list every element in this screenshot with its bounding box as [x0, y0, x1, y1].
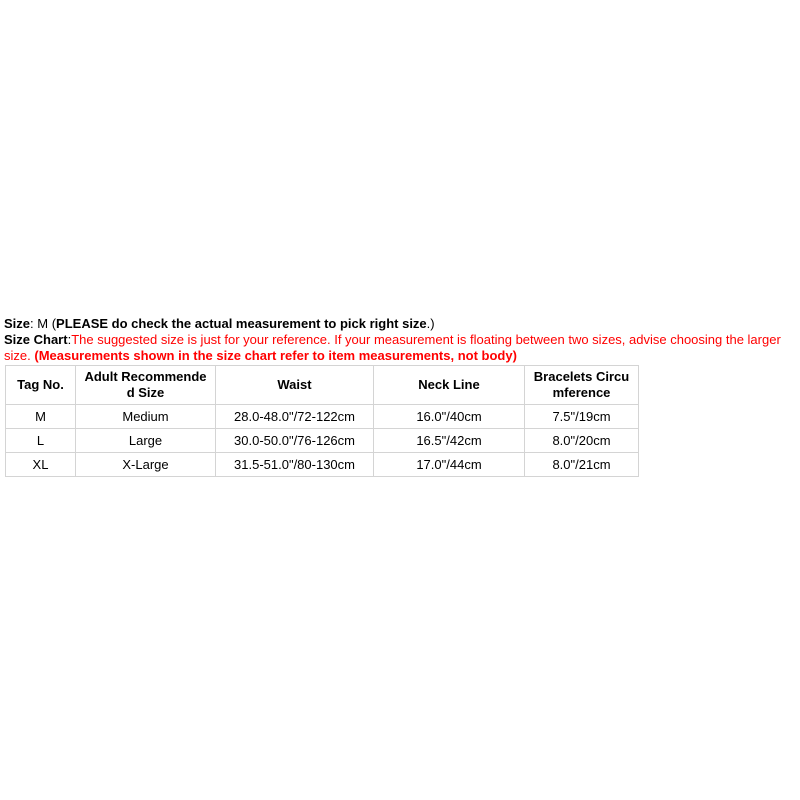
cell-bracelet: 8.0"/20cm	[525, 429, 639, 453]
cell-neck-line: 16.5"/42cm	[374, 429, 525, 453]
table-row	[6, 453, 639, 477]
header-tag-no: Tag No.	[6, 366, 76, 405]
size-info-block	[4, 316, 800, 477]
size-value: M	[37, 316, 49, 331]
cell-adult-size: Large	[76, 429, 216, 453]
size-chart-table	[5, 365, 639, 477]
cell-waist: 30.0-50.0"/76-126cm	[216, 429, 374, 453]
size-label: Size	[4, 316, 31, 331]
table-row	[6, 405, 639, 429]
header-bracelets-circumference: Bracelets Circu mference	[525, 366, 639, 405]
size-chart-text-part1: The suggested size is just for your reference. If your measurement is floating between two sizes, advise choosing the larger	[71, 332, 781, 347]
cell-tag-no: XL	[6, 453, 76, 477]
size-chart-text-part2: size.	[4, 348, 31, 363]
cell-adult-size: X-Large	[76, 453, 216, 477]
size-chart-colon: :	[67, 332, 72, 347]
cell-adult-size: Medium	[76, 405, 216, 429]
cell-bracelet: 7.5"/19cm	[525, 405, 639, 429]
size-chart-label: Size Chart	[4, 332, 68, 347]
size-line	[4, 316, 800, 332]
header-adult-recommended-size: Adult Recommende d Size	[76, 366, 216, 405]
size-colon: :	[30, 316, 38, 331]
cell-bracelet: 8.0"/21cm	[525, 453, 639, 477]
measurement-warning: (Measurements shown in the size chart refer to item measurements, not body)	[34, 348, 517, 363]
cell-waist: 28.0-48.0"/72-122cm	[216, 405, 374, 429]
size-note-close: .)	[426, 316, 435, 331]
header-waist: Waist	[216, 366, 374, 405]
cell-tag-no: L	[6, 429, 76, 453]
table-row	[6, 429, 639, 453]
cell-neck-line: 16.0"/40cm	[374, 405, 525, 429]
size-note: PLEASE do check the actual measurement to pick right size	[56, 316, 427, 331]
cell-waist: 31.5-51.0"/80-130cm	[216, 453, 374, 477]
size-note-open: (	[48, 316, 57, 331]
size-chart-line	[4, 332, 800, 348]
size-chart-line-2	[4, 348, 800, 364]
table-header-row	[6, 366, 639, 405]
cell-neck-line: 17.0"/44cm	[374, 453, 525, 477]
header-neck-line: Neck Line	[374, 366, 525, 405]
cell-tag-no: M	[6, 405, 76, 429]
